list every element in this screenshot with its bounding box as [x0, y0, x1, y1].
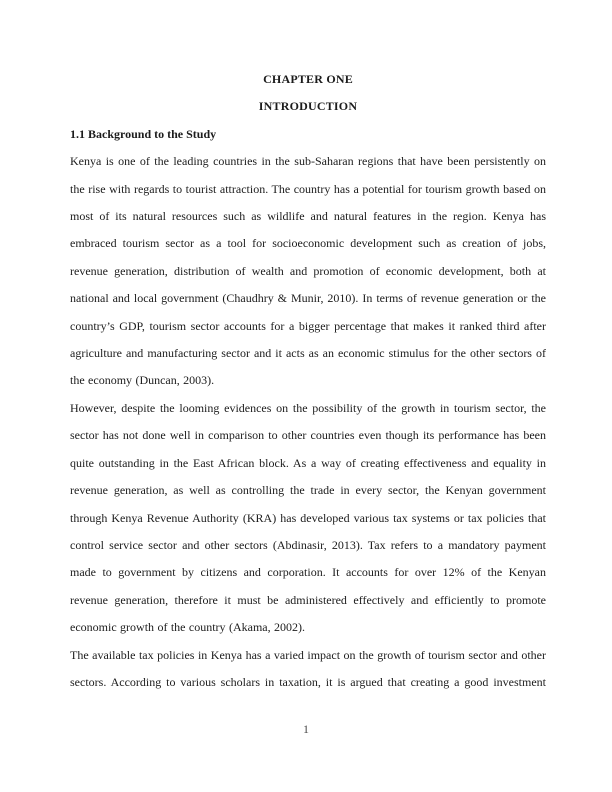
- text-line: national and local government (Chaudhry & Munir, 2010). In terms of revenue generation or the: [70, 291, 546, 306]
- page-number: 1: [303, 722, 309, 736]
- section-heading: 1.1 Background to the Study: [70, 126, 217, 141]
- page-content: [70, 66, 546, 696]
- body-text: [70, 148, 546, 696]
- text-line: embraced tourism sector as a tool for socioeconomic development such as creation of jobs,: [70, 236, 546, 251]
- paragraph: [70, 395, 546, 642]
- text-line: through Kenya Revenue Authority (KRA) has developed various tax systems or tax policies that: [70, 510, 546, 525]
- text-line: revenue generation, distribution of wealth and promotion of economic development, both at: [70, 263, 546, 278]
- text-line: sector has not done well in comparison to other countries even though its performance has been: [70, 428, 546, 443]
- page-title-heading: INTRODUCTION: [258, 99, 358, 114]
- text-line: country’s GDP, tourism sector accounts for a bigger percentage that makes it ranked third after: [70, 318, 546, 333]
- text-line: revenue generation, therefore it must be administered effectively and efficiently to promote: [70, 592, 546, 607]
- text-line: quite outstanding in the East African block. As a way of creating effectiveness and equality in: [70, 455, 546, 470]
- text-line: the economy (Duncan, 2003).: [70, 373, 215, 388]
- text-line: However, despite the looming evidences on the possibility of the growth in tourism sector, the: [70, 400, 546, 415]
- text-line: the rise with regards to tourist attraction. The country has a potential for tourism growth based on: [70, 181, 546, 196]
- text-line: economic growth of the country (Akama, 2002).: [70, 620, 305, 635]
- chapter-heading: CHAPTER ONE: [263, 72, 353, 86]
- text-line: The available tax policies in Kenya has a varied impact on the growth of tourism sector and other: [70, 647, 546, 662]
- text-line: revenue generation, as well as controlling the trade in every sector, the Kenyan government: [70, 483, 546, 498]
- paragraph: [70, 148, 546, 395]
- text-line: sectors. According to various scholars in taxation, it is argued that creating a good investment: [70, 674, 546, 689]
- paragraph: [70, 642, 546, 697]
- text-line: made to government by citizens and corporation. It accounts for over 12% of the Kenyan: [70, 565, 546, 580]
- text-line: agriculture and manufacturing sector and it acts as an economic stimulus for the other sectors of: [70, 346, 546, 361]
- text-line: most of its natural resources such as wildlife and natural features in the region. Kenya has: [70, 209, 546, 224]
- text-line: control service sector and other sectors (Abdinasir, 2013). Tax refers to a mandatory payment: [70, 537, 546, 552]
- text-line: Kenya is one of the leading countries in the sub-Saharan regions that have been persistently on: [70, 154, 546, 169]
